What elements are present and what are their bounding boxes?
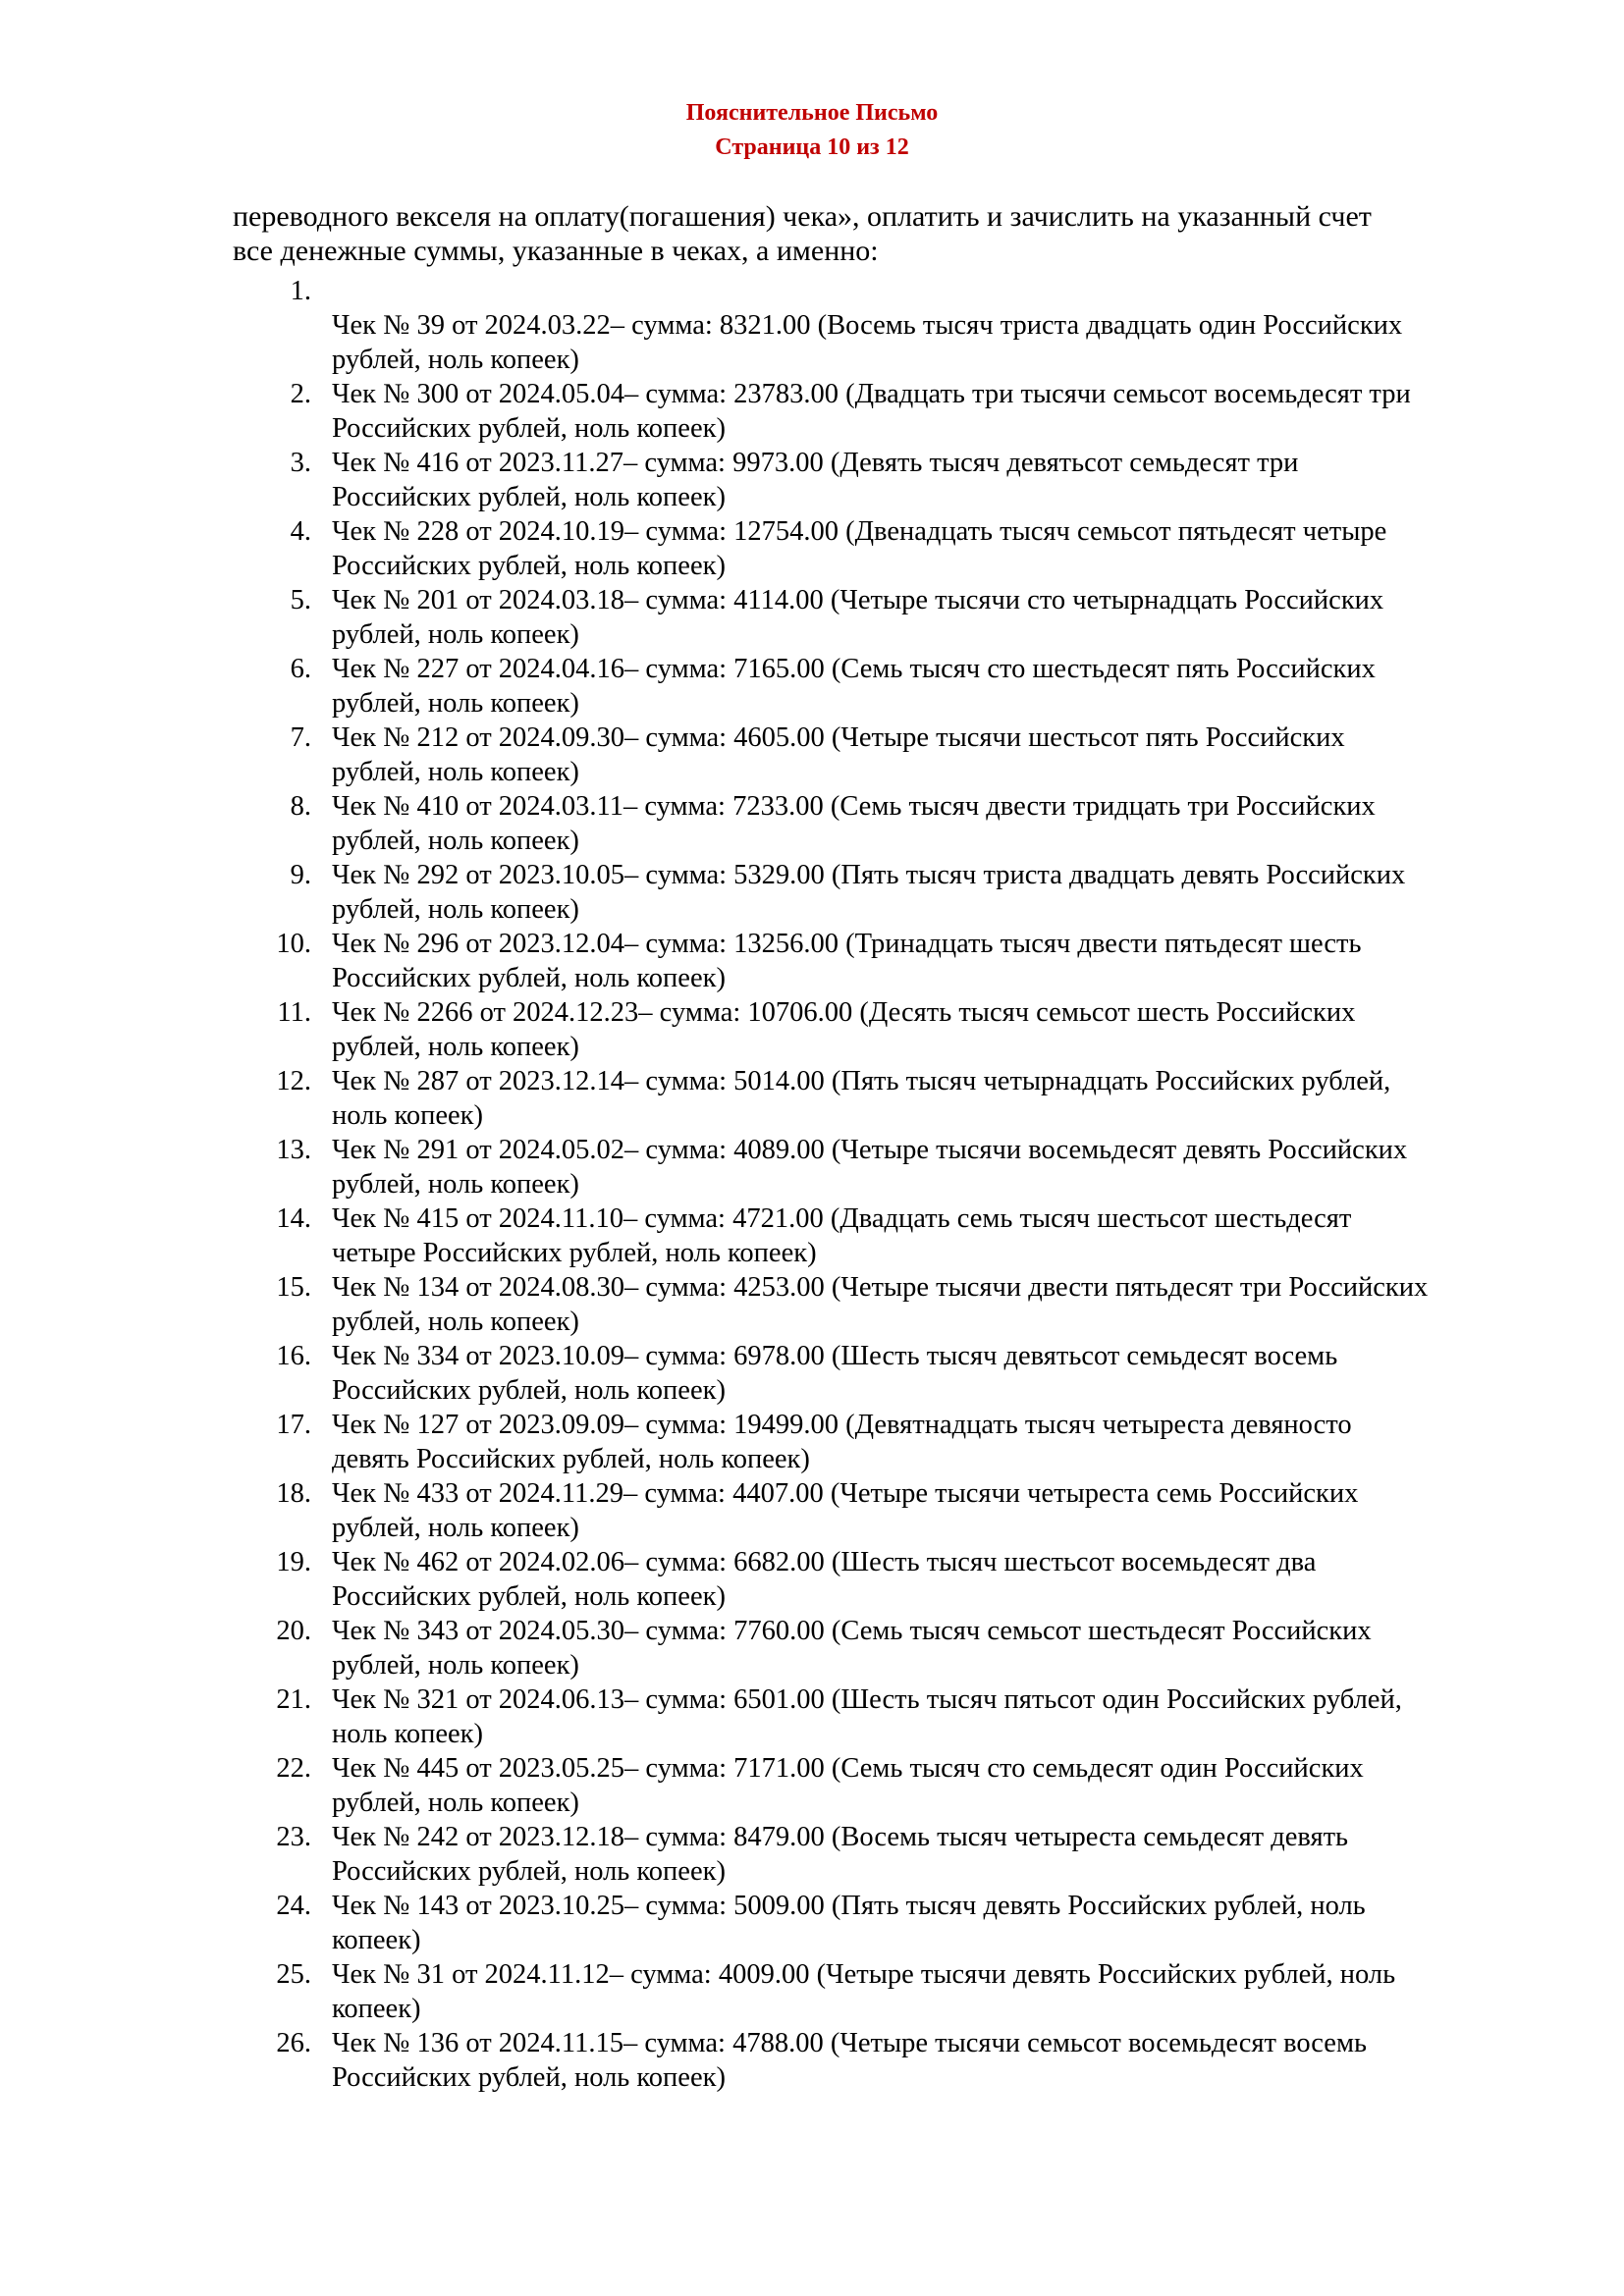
list-item-text-line: Российских рублей, ноль копеек) xyxy=(332,1581,726,1612)
list-item-number: 20. xyxy=(276,1616,311,1646)
list-item-text-line: Чек № 134 от 2024.08.30– сумма: 4253.00 (Четыре тысячи двести пятьдесят три Российских xyxy=(332,1272,1429,1303)
list-item-text-line: рублей, ноль копеек) xyxy=(332,1650,579,1681)
list-item-number: 4. xyxy=(290,516,311,547)
list-item-text-line: Российских рублей, ноль копеек) xyxy=(332,413,726,444)
list-item-text-line: Чек № 136 от 2024.11.15– сумма: 4788.00 (Четыре тысячи семьсот восемьдесят восемь xyxy=(332,2028,1367,2058)
list-item xyxy=(233,1820,1529,1889)
list-item xyxy=(233,1889,1529,1957)
list-item-number: 16. xyxy=(276,1341,311,1371)
page-number: Страница 10 из 12 xyxy=(715,134,909,160)
list-item xyxy=(233,1201,1529,1270)
list-item-number: 12. xyxy=(276,1066,311,1096)
list-item xyxy=(233,721,1529,789)
list-item-text-line: Чек № 296 от 2023.12.04– сумма: 13256.00 (Тринадцать тысяч двести пятьдесят шесть xyxy=(332,929,1362,959)
list-item xyxy=(233,995,1529,1064)
list-item-text-line: Чек № 39 от 2024.03.22– сумма: 8321.00 (Восемь тысяч триста двадцать один Российских xyxy=(332,310,1403,341)
list-item-text-line: Чек № 201 от 2024.03.18– сумма: 4114.00 (Четыре тысячи сто четырнадцать Российских xyxy=(332,585,1384,615)
list-item-text-line: Чек № 334 от 2023.10.09– сумма: 6978.00 (Шесть тысяч девятьсот семьдесят восемь xyxy=(332,1341,1338,1371)
list-item-text-line: Чек № 228 от 2024.10.19– сумма: 12754.00 (Двенадцать тысяч семьсот пятьдесят четыре xyxy=(332,516,1387,547)
check-list xyxy=(233,274,1529,2095)
list-item-text-line: рублей, ноль копеек) xyxy=(332,345,579,375)
list-item-text-line: Чек № 321 от 2024.06.13– сумма: 6501.00 (Шесть тысяч пятьсот один Российских рублей, xyxy=(332,1684,1402,1715)
list-item-text-line: ноль копеек) xyxy=(332,1719,484,1749)
list-item-text-line: Чек № 300 от 2024.05.04– сумма: 23783.00 (Двадцать три тысячи семьсот восемьдесят три xyxy=(332,379,1411,409)
list-item-text-line: рублей, ноль копеек) xyxy=(332,1513,579,1543)
list-item-text-line: Чек № 416 от 2023.11.27– сумма: 9973.00 (Девять тысяч девятьсот семьдесят три xyxy=(332,448,1299,478)
intro-line: все денежные суммы, указанные в чеках, а именно: xyxy=(233,235,879,267)
document-title: Пояснительное Письмо xyxy=(685,100,939,126)
intro-line: переводного векселя на оплату(погашения) чека», оплатить и зачислить на указанный счет xyxy=(233,200,1372,233)
list-item-number: 9. xyxy=(290,860,311,890)
list-item-number: 1. xyxy=(290,276,311,306)
list-item xyxy=(233,1339,1529,1408)
list-item-number: 8. xyxy=(290,791,311,822)
list-item xyxy=(233,377,1529,446)
list-item-number: 15. xyxy=(276,1272,311,1303)
list-item-text-line: ноль копеек) xyxy=(332,1100,484,1131)
list-item-number: 2. xyxy=(290,379,311,409)
list-item-text-line: рублей, ноль копеек) xyxy=(332,1169,579,1200)
list-item-text-line: Чек № 462 от 2024.02.06– сумма: 6682.00 (Шесть тысяч шестьсот восемьдесят два xyxy=(332,1547,1317,1577)
list-item xyxy=(233,514,1529,583)
list-item-text-line: Чек № 2266 от 2024.12.23– сумма: 10706.00 (Десять тысяч семьсот шесть Российских xyxy=(332,997,1356,1028)
list-item-number: 14. xyxy=(276,1203,311,1234)
list-item-text-line: Чек № 415 от 2024.11.10– сумма: 4721.00 (Двадцать семь тысяч шестьсот шестьдесят xyxy=(332,1203,1352,1234)
page-header xyxy=(0,96,1624,165)
list-item-text-line: Российских рублей, ноль копеек) xyxy=(332,551,726,581)
list-item xyxy=(233,1545,1529,1614)
list-item xyxy=(233,789,1529,858)
list-item-text-line: рублей, ноль копеек) xyxy=(332,894,579,925)
intro-paragraph xyxy=(233,199,1529,268)
list-item-number: 25. xyxy=(276,1959,311,1990)
list-item xyxy=(233,858,1529,927)
list-item xyxy=(233,274,1529,377)
list-item xyxy=(233,1270,1529,1339)
list-item-number: 11. xyxy=(277,997,311,1028)
list-item xyxy=(233,2026,1529,2095)
list-item-text-line: Чек № 227 от 2024.04.16– сумма: 7165.00 (Семь тысяч сто шестьдесят пять Российских xyxy=(332,654,1376,684)
list-item-text-line: Чек № 343 от 2024.05.30– сумма: 7760.00 (Семь тысяч семьсот шестьдесят Российских xyxy=(332,1616,1372,1646)
list-item-text-line: Чек № 410 от 2024.03.11– сумма: 7233.00 (Семь тысяч двести тридцать три Российских xyxy=(332,791,1376,822)
list-item-number: 6. xyxy=(290,654,311,684)
list-item-number: 18. xyxy=(276,1478,311,1509)
list-item-text-line: рублей, ноль копеек) xyxy=(332,1032,579,1062)
list-item xyxy=(233,652,1529,721)
list-item-text-line: Российских рублей, ноль копеек) xyxy=(332,2062,726,2093)
list-item-text-line: Чек № 242 от 2023.12.18– сумма: 8479.00 (Восемь тысяч четыреста семьдесят девять xyxy=(332,1822,1349,1852)
list-item-number: 10. xyxy=(276,929,311,959)
list-item-text-line: Чек № 127 от 2023.09.09– сумма: 19499.00 (Девятнадцать тысяч четыреста девяносто xyxy=(332,1410,1352,1440)
list-item-text-line: рублей, ноль копеек) xyxy=(332,619,579,650)
list-item xyxy=(233,446,1529,514)
list-item-number: 26. xyxy=(276,2028,311,2058)
list-item-number: 19. xyxy=(276,1547,311,1577)
list-item-text-line: Российских рублей, ноль копеек) xyxy=(332,482,726,512)
list-item-number: 17. xyxy=(276,1410,311,1440)
list-item-number: 23. xyxy=(276,1822,311,1852)
list-item-text-line: Чек № 445 от 2023.05.25– сумма: 7171.00 (Семь тысяч сто семьдесят один Российских xyxy=(332,1753,1364,1784)
list-item-text-line: Чек № 212 от 2024.09.30– сумма: 4605.00 (Четыре тысячи шестьсот пять Российских xyxy=(332,722,1345,753)
list-item-number: 24. xyxy=(276,1891,311,1921)
list-item-text-line: рублей, ноль копеек) xyxy=(332,826,579,856)
list-item-text-line: Чек № 287 от 2023.12.14– сумма: 5014.00 (Пять тысяч четырнадцать Российских рублей, xyxy=(332,1066,1391,1096)
list-item-number: 5. xyxy=(290,585,311,615)
list-item-text-line: Российских рублей, ноль копеек) xyxy=(332,1856,726,1887)
list-item-text-line xyxy=(332,274,1529,308)
list-item-number: 3. xyxy=(290,448,311,478)
list-item xyxy=(233,1064,1529,1133)
list-item-text-line: Чек № 31 от 2024.11.12– сумма: 4009.00 (Четыре тысячи девять Российских рублей, ноль xyxy=(332,1959,1396,1990)
list-item-number: 7. xyxy=(290,722,311,753)
list-item-text-line: рублей, ноль копеек) xyxy=(332,688,579,719)
list-item-text-line: четыре Российских рублей, ноль копеек) xyxy=(332,1238,817,1268)
list-item-text-line: рублей, ноль копеек) xyxy=(332,1307,579,1337)
list-item-text-line: Российских рублей, ноль копеек) xyxy=(332,963,726,993)
list-item-text-line: рублей, ноль копеек) xyxy=(332,757,579,787)
list-item-text-line: Чек № 292 от 2023.10.05– сумма: 5329.00 (Пять тысяч триста двадцать девять Российских xyxy=(332,860,1406,890)
list-item xyxy=(233,1614,1529,1682)
list-item-text-line: Чек № 433 от 2024.11.29– сумма: 4407.00 (Четыре тысячи четыреста семь Российских xyxy=(332,1478,1359,1509)
list-item-text-line: копеек) xyxy=(332,1925,421,1955)
list-item-text-line: рублей, ноль копеек) xyxy=(332,1788,579,1818)
list-item-text-line: девять Российских рублей, ноль копеек) xyxy=(332,1444,810,1474)
list-item-text-line: Чек № 291 от 2024.05.02– сумма: 4089.00 (Четыре тысячи восемьдесят девять Российских xyxy=(332,1135,1408,1165)
list-item xyxy=(233,1476,1529,1545)
list-item-number: 13. xyxy=(276,1135,311,1165)
list-item-number: 22. xyxy=(276,1753,311,1784)
list-item-text-line: копеек) xyxy=(332,1994,421,2024)
list-item xyxy=(233,927,1529,995)
list-item-text-line: Чек № 143 от 2023.10.25– сумма: 5009.00 (Пять тысяч девять Российских рублей, ноль xyxy=(332,1891,1366,1921)
list-item xyxy=(233,1408,1529,1476)
list-item xyxy=(233,583,1529,652)
list-item xyxy=(233,1133,1529,1201)
list-item xyxy=(233,1682,1529,1751)
list-item xyxy=(233,1957,1529,2026)
list-item-number: 21. xyxy=(276,1684,311,1715)
list-item xyxy=(233,1751,1529,1820)
list-item-text-line: Российских рублей, ноль копеек) xyxy=(332,1375,726,1406)
